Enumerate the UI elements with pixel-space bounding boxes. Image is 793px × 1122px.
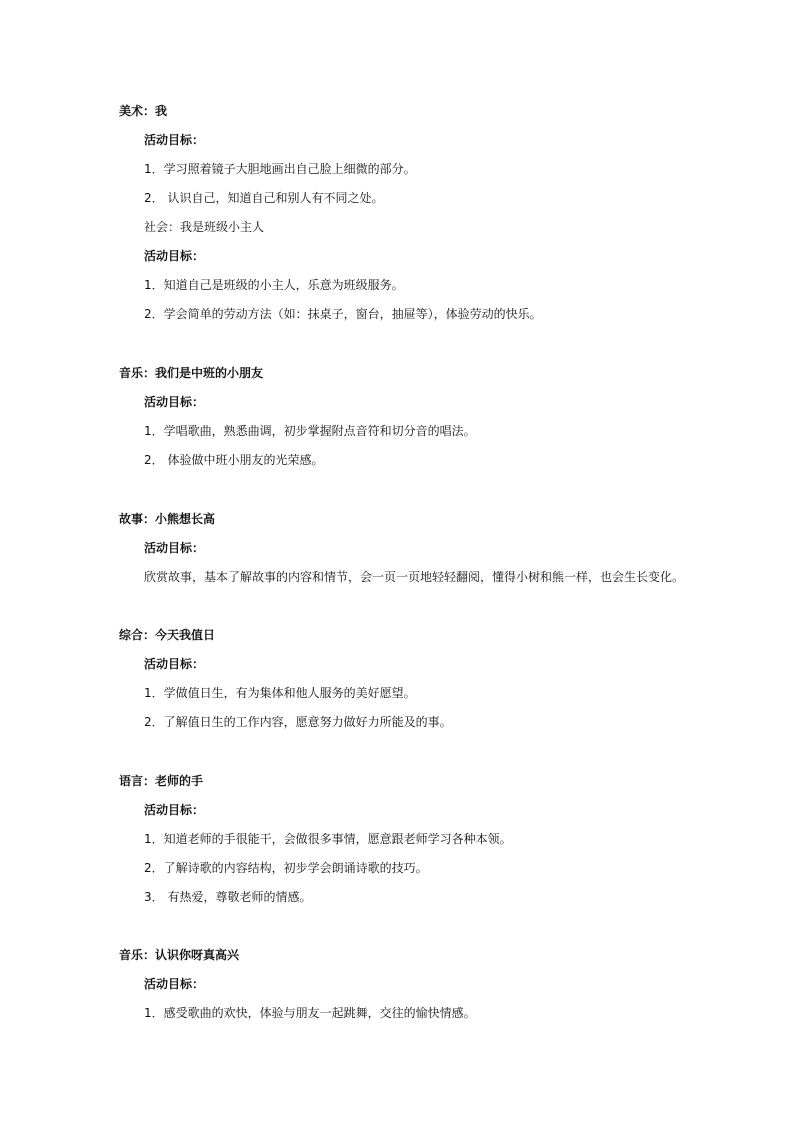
goals-label: 活动目标： <box>144 977 205 991</box>
section-heading: 音乐：我们是中班的小朋友 <box>119 366 264 380</box>
goal-item: 2．了解值日生的工作内容，愿意努力做好力所能及的事。 <box>144 715 452 729</box>
goals-label: 活动目标： <box>144 133 205 147</box>
goal-item: 1．感受歌曲的欢快，体验与朋友一起跳舞，交往的愉快情感。 <box>144 1006 476 1020</box>
goal-item: 欣赏故事，基本了解故事的内容和情节，会一页一页地轻轻翻阅，懂得小树和熊一样，也会生长变化。 <box>144 570 685 584</box>
section-heading: 音乐：认识你呀真高兴 <box>119 948 240 962</box>
goal-item: 2． 认识自己，知道自己和别人有不同之处。 <box>144 191 384 205</box>
goals-label: 活动目标： <box>144 395 205 409</box>
goal-item: 1．知道老师的手很能干，会做很多事情，愿意跟老师学习各种本领。 <box>144 832 512 846</box>
section-heading: 语言：老师的手 <box>119 774 204 788</box>
goal-item: 1．学唱歌曲，熟悉曲调，初步掌握附点音符和切分音的唱法。 <box>144 424 476 438</box>
goal-item: 2．了解诗歌的内容结构，初步学会朗诵诗歌的技巧。 <box>144 861 428 875</box>
goals-label: 活动目标： <box>144 249 205 263</box>
subsection-title: 社会：我是班级小主人 <box>144 220 265 234</box>
section-heading: 美术：我 <box>119 104 168 118</box>
section-heading: 综合：今天我值日 <box>119 628 216 642</box>
goal-item: 1．学做值日生，有为集体和他人服务的美好愿望。 <box>144 686 416 700</box>
goal-item: 1．学习照着镜子大胆地画出自己脸上细微的部分。 <box>144 162 416 176</box>
section-heading: 故事：小熊想长高 <box>119 512 216 526</box>
goals-label: 活动目标： <box>144 541 205 555</box>
goals-label: 活动目标： <box>144 803 205 817</box>
goal-item: 2． 体验做中班小朋友的光荣感。 <box>144 453 324 467</box>
goal-item: 2．学会简单的劳动方法（如：抹桌子，窗台，抽屉等），体验劳动的快乐。 <box>144 307 542 321</box>
goal-item: 3． 有热爱，尊敬老师的情感。 <box>144 890 312 904</box>
goals-label: 活动目标： <box>144 657 205 671</box>
goal-item: 1．知道自己是班级的小主人，乐意为班级服务。 <box>144 278 404 292</box>
